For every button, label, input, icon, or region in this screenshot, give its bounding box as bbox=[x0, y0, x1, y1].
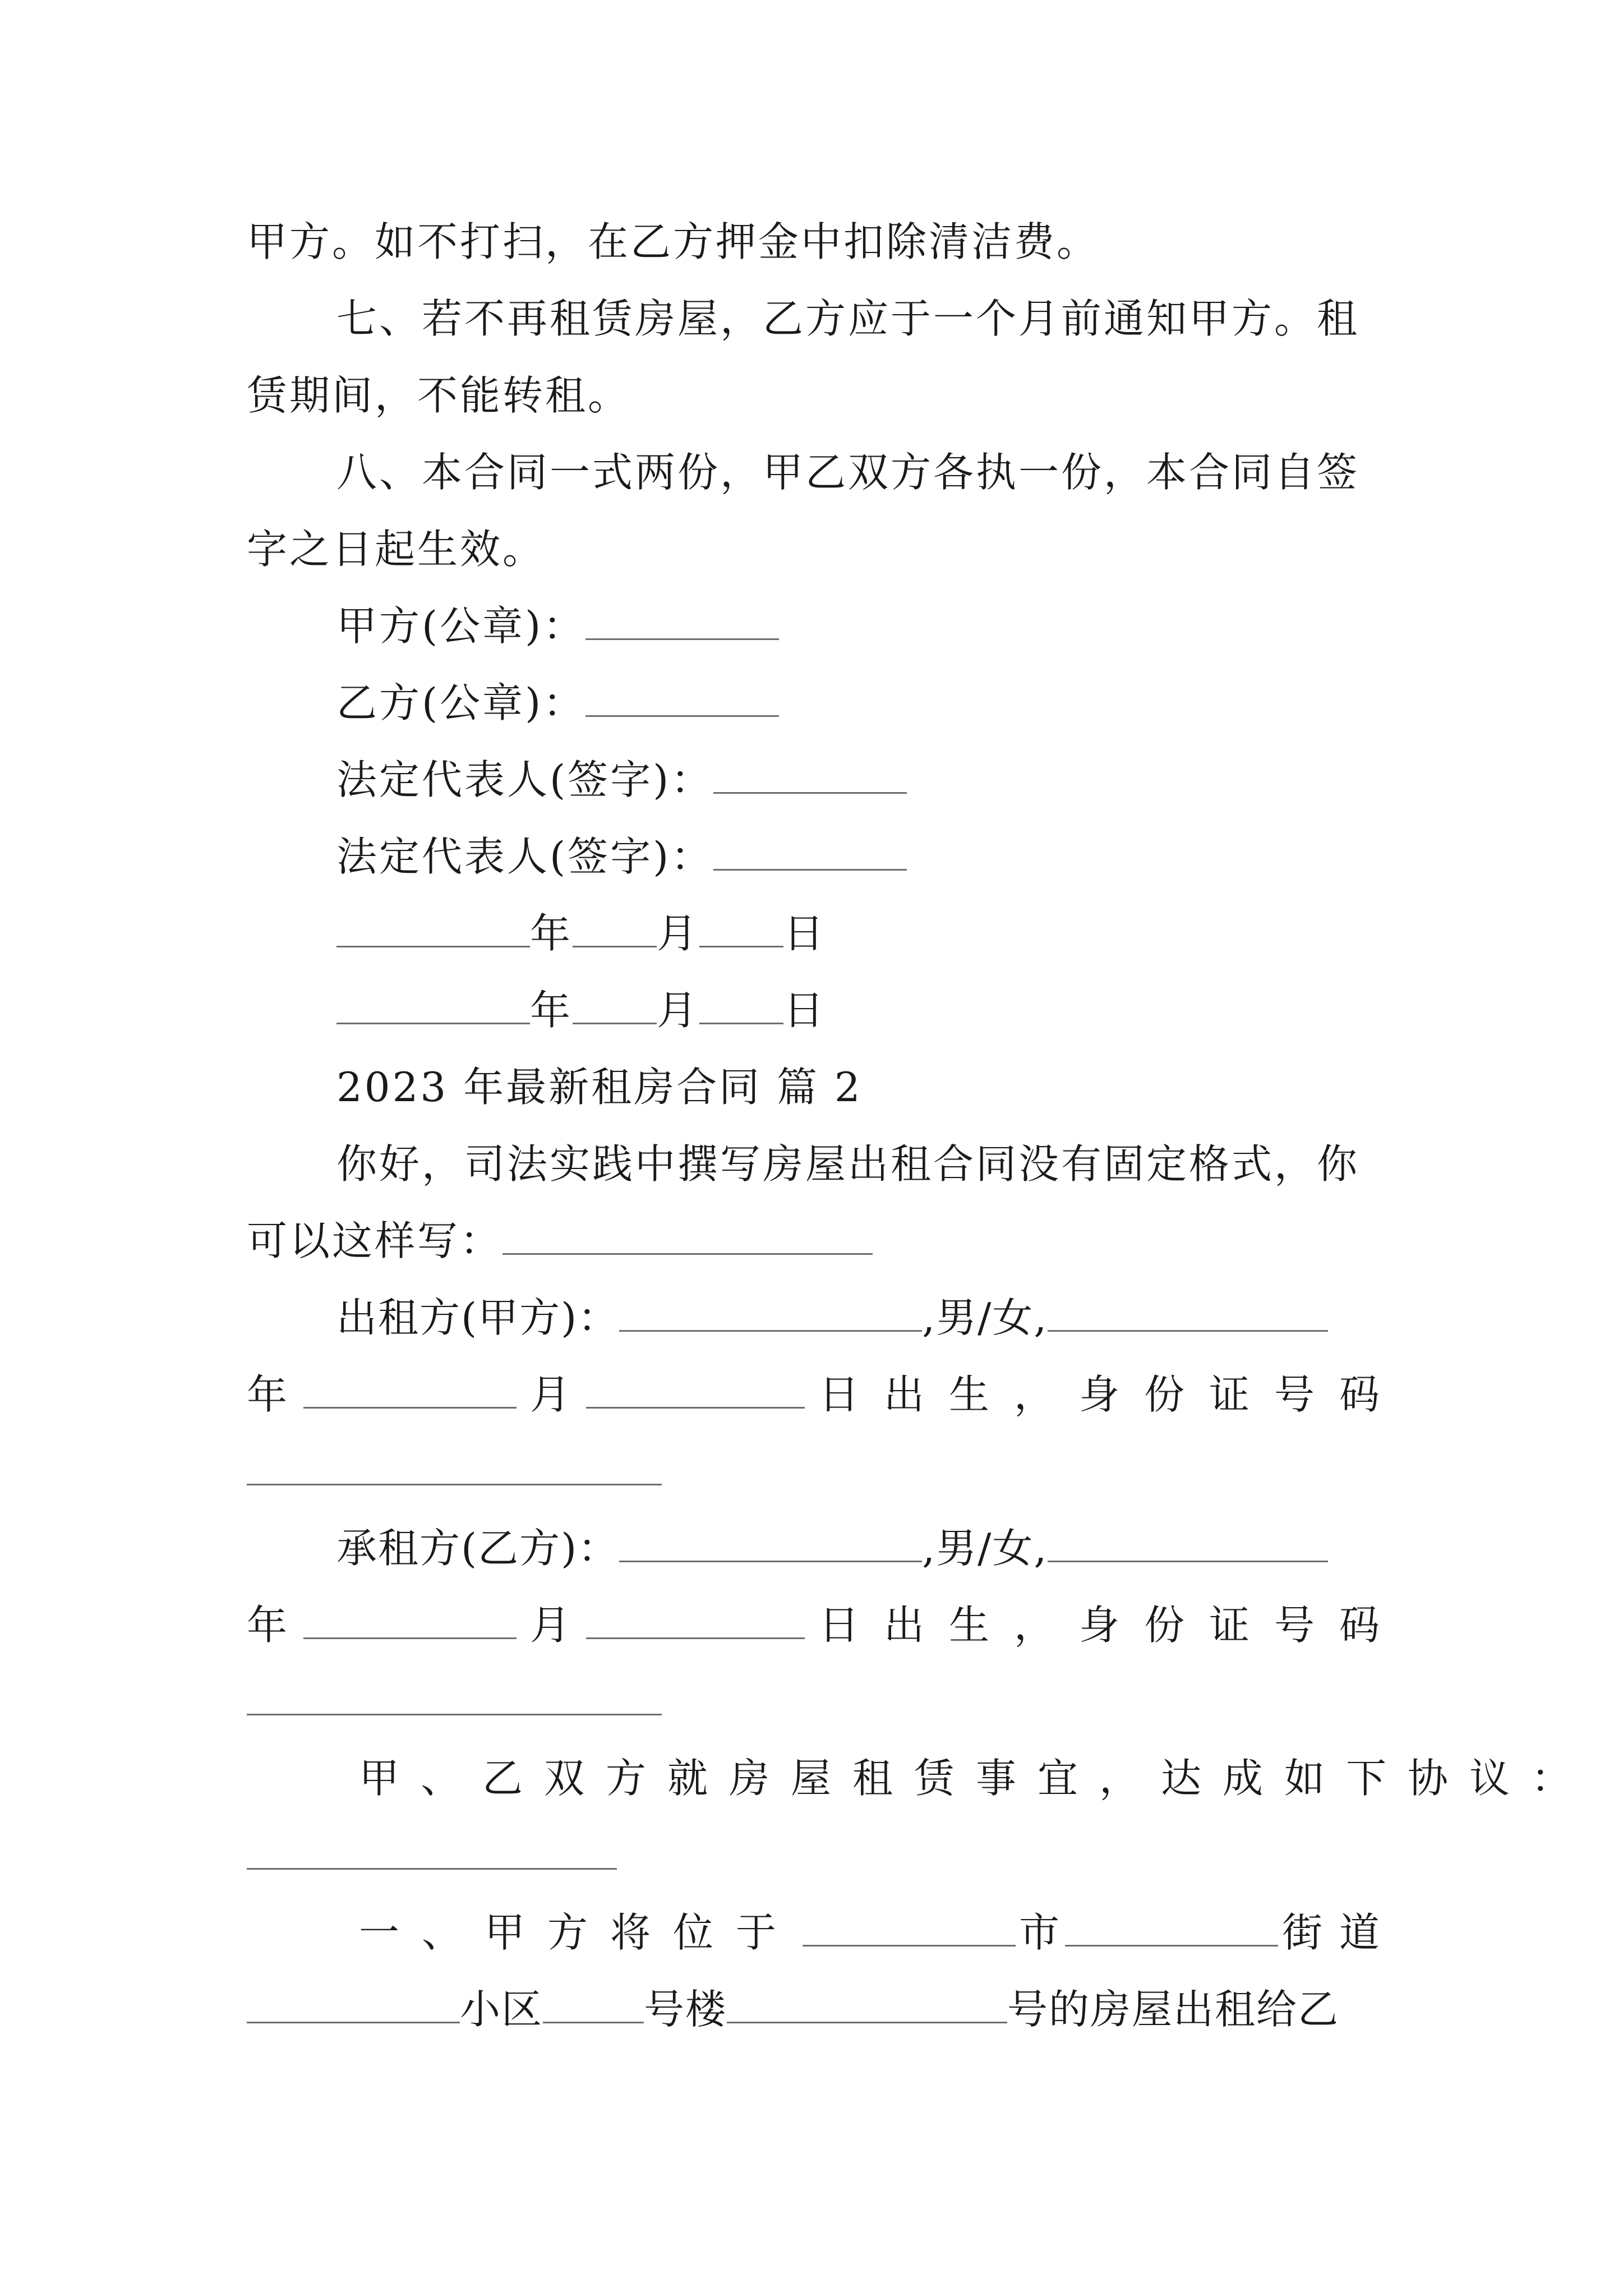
date-line-a bbox=[336, 891, 1380, 976]
signature-line-party-b bbox=[336, 661, 1380, 745]
blank-field bbox=[303, 1374, 517, 1409]
signature-label: 甲方(公章)： bbox=[336, 602, 586, 650]
born-id-label: 日出生，身份证号码 bbox=[818, 1602, 1404, 1649]
paragraph-line bbox=[247, 1199, 1380, 1283]
community-label: 小区 bbox=[460, 1986, 543, 2033]
day-label: 日 bbox=[783, 987, 827, 1034]
intro-label: 可以这样写： bbox=[247, 1217, 503, 1264]
blank-field bbox=[247, 1484, 662, 1485]
blank-field bbox=[619, 1297, 922, 1332]
building-label: 号楼 bbox=[644, 1986, 727, 2033]
paragraph-line: 字之日起生效。 bbox=[247, 526, 546, 573]
year-label: 年 bbox=[530, 910, 573, 957]
year-label: 年 bbox=[530, 987, 573, 1034]
date-line-b bbox=[336, 968, 1380, 1052]
blank-field bbox=[585, 606, 779, 640]
city-label: 市 bbox=[1018, 1909, 1062, 1956]
lessee-label: 承租方(乙方)： bbox=[336, 1525, 620, 1572]
lessee-birth-line bbox=[247, 1583, 1404, 1667]
gender-label: ,男/女, bbox=[922, 1294, 1048, 1341]
lessor-birth-line bbox=[247, 1352, 1404, 1437]
lessee-line bbox=[336, 1506, 1380, 1590]
blank-field bbox=[573, 913, 657, 947]
section-title: 2023 年最新租房合同 篇 2 bbox=[336, 1064, 863, 1111]
blank-field bbox=[699, 913, 783, 947]
blank-field bbox=[543, 1989, 644, 2023]
blank-field bbox=[502, 1221, 873, 1255]
blank-field bbox=[336, 913, 530, 947]
blank-field bbox=[1065, 1912, 1278, 1947]
paragraph-line: 甲方。如不打扫，在乙方押金中扣除清洁费。 bbox=[247, 218, 1100, 265]
representative-line-b bbox=[336, 815, 1380, 899]
signature-line-party-a bbox=[336, 584, 1380, 668]
lessor-label: 出租方(甲方)： bbox=[336, 1294, 620, 1341]
street-label: 街道 bbox=[1281, 1909, 1396, 1956]
clause-one-end: 号的房屋出租给乙 bbox=[1007, 1986, 1340, 2033]
paragraph-line: 七、若不再租赁房屋，乙方应于一个月前通知甲方。租 bbox=[336, 295, 1360, 342]
gender-label: ,男/女, bbox=[922, 1525, 1048, 1572]
born-id-label: 日出生，身份证号码 bbox=[818, 1371, 1404, 1418]
blank-field bbox=[1048, 1528, 1328, 1562]
clause-one-line-2 bbox=[247, 1967, 1380, 2051]
blank-field bbox=[713, 836, 907, 871]
year-label: 年 bbox=[247, 1602, 290, 1649]
month-label: 月 bbox=[529, 1371, 573, 1418]
clause-one-label: 一、甲方将位于 bbox=[359, 1909, 799, 1956]
paragraph-line: 八、本合同一式两份，甲乙双方各执一份，本合同自签 bbox=[336, 449, 1360, 496]
blank-field bbox=[619, 1528, 922, 1562]
blank-field bbox=[699, 990, 783, 1024]
blank-field bbox=[585, 683, 779, 717]
blank-field bbox=[247, 1714, 662, 1715]
month-label: 月 bbox=[529, 1602, 573, 1649]
month-label: 月 bbox=[657, 987, 700, 1034]
blank-field bbox=[247, 1868, 617, 1870]
blank-field bbox=[586, 1605, 805, 1639]
paragraph-line: 赁期间，不能转租。 bbox=[247, 372, 631, 419]
lessor-line bbox=[336, 1276, 1380, 1360]
month-label: 月 bbox=[657, 910, 700, 957]
agreement-line: 甲、乙双方就房屋租赁事宜，达成如下协议： bbox=[359, 1755, 1593, 1802]
blank-field bbox=[1048, 1297, 1328, 1332]
clause-one-line bbox=[359, 1890, 1396, 1975]
blank-field bbox=[713, 760, 907, 794]
signature-label: 乙方(公章)： bbox=[336, 679, 586, 726]
blank-field bbox=[727, 1989, 1007, 2023]
representative-line-a bbox=[336, 738, 1380, 822]
paragraph-line: 你好，司法实践中撰写房屋出租合同没有固定格式，你 bbox=[336, 1140, 1360, 1188]
year-label: 年 bbox=[247, 1371, 290, 1418]
blank-field bbox=[247, 1989, 460, 2023]
representative-label: 法定代表人(签字)： bbox=[336, 833, 714, 880]
blank-field bbox=[803, 1912, 1016, 1947]
blank-field bbox=[303, 1605, 517, 1639]
blank-field bbox=[336, 990, 530, 1024]
day-label: 日 bbox=[783, 910, 827, 957]
blank-field bbox=[586, 1374, 805, 1409]
representative-label: 法定代表人(签字)： bbox=[336, 756, 714, 803]
blank-field bbox=[573, 990, 657, 1024]
